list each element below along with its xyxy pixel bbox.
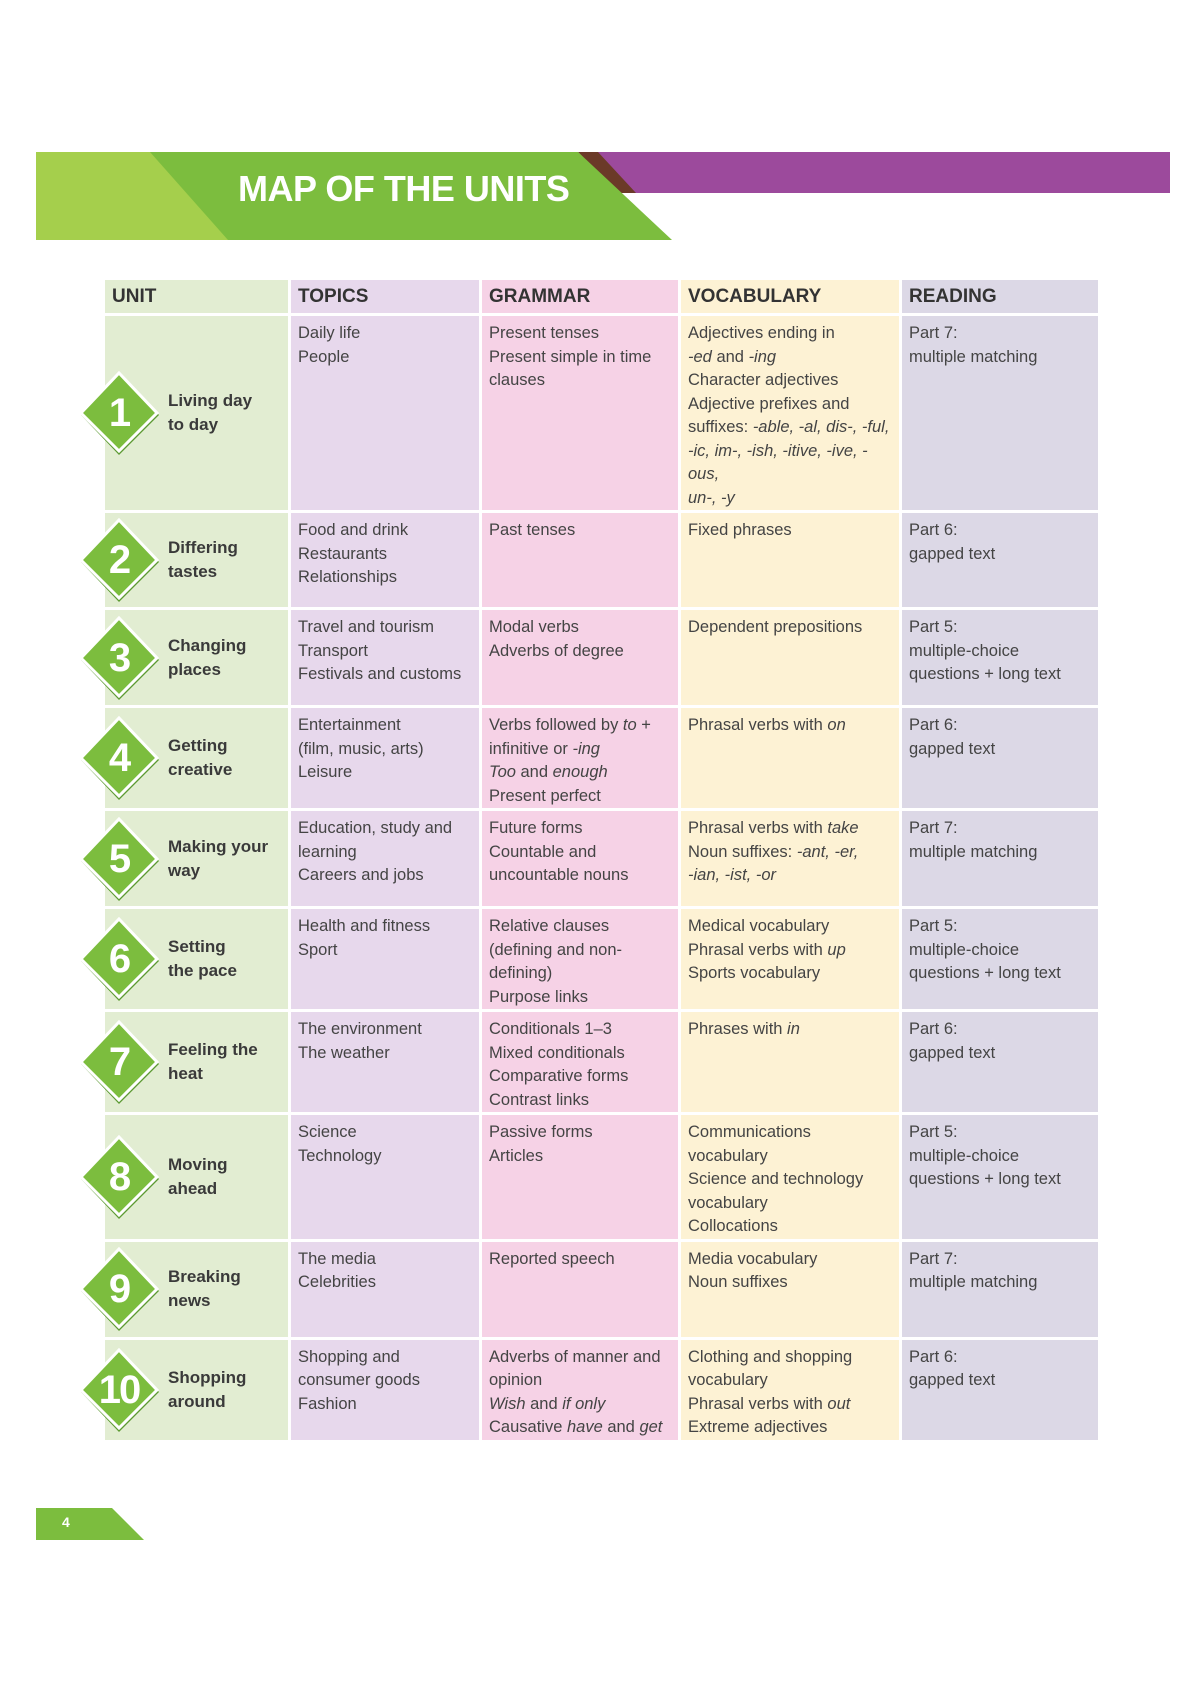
reading-line: Part 7: bbox=[909, 1249, 958, 1268]
unit-badge bbox=[77, 1348, 161, 1432]
header-vocabulary: VOCABULARY bbox=[681, 280, 899, 313]
reading-line: multiple-choice bbox=[909, 641, 1020, 660]
grammar-cell bbox=[482, 909, 678, 1009]
unit-cell bbox=[105, 1242, 288, 1337]
grammar-line: Passive forms bbox=[489, 1123, 593, 1141]
unit-number: 6 bbox=[108, 937, 130, 981]
topics-line: Travel and tourism bbox=[298, 618, 435, 636]
table-header-row bbox=[105, 280, 1098, 313]
vocabulary-line: un-, -y bbox=[688, 488, 735, 507]
vocabulary-cell bbox=[681, 1115, 899, 1239]
unit-badge bbox=[77, 1135, 161, 1219]
unit-name: Breaking news bbox=[168, 1267, 241, 1310]
table-row bbox=[105, 610, 1098, 705]
vocabulary-line: Phrasal verbs with out bbox=[688, 1394, 851, 1413]
topics-line: Fashion bbox=[298, 1394, 357, 1413]
reading-line: questions + long text bbox=[909, 1170, 1061, 1188]
unit-cell bbox=[105, 1115, 288, 1239]
reading-line: Part 5: bbox=[909, 917, 958, 935]
unit-name: Making your way bbox=[168, 836, 269, 880]
unit-badge bbox=[77, 371, 161, 455]
vocabulary-cell bbox=[681, 811, 899, 906]
unit-number: 1 bbox=[108, 391, 130, 435]
table-row bbox=[105, 1012, 1098, 1112]
header-unit: UNIT bbox=[105, 280, 288, 313]
unit-badge bbox=[77, 616, 161, 700]
grammar-line: Future forms bbox=[489, 819, 583, 837]
vocabulary-line: Clothing and shopping bbox=[688, 1347, 853, 1366]
page-number: 4 bbox=[62, 1514, 70, 1530]
topics-line: Careers and jobs bbox=[298, 866, 424, 884]
vocabulary-line: Noun suffixes: -ant, -er, bbox=[688, 842, 859, 861]
vocabulary-line: -ed and -ing bbox=[688, 347, 777, 366]
grammar-line: Causative have and get bbox=[489, 1418, 663, 1436]
vocabulary-cell bbox=[681, 610, 899, 705]
vocabulary-cell bbox=[681, 1242, 899, 1337]
topics-cell bbox=[291, 1115, 479, 1239]
unit-name: Feeling the heat bbox=[168, 1040, 258, 1083]
unit-name: Differing tastes bbox=[168, 538, 238, 581]
topics-cell bbox=[291, 610, 479, 705]
vocabulary-line: Collocations bbox=[688, 1217, 778, 1235]
grammar-line: Relative clauses bbox=[489, 917, 610, 935]
topics-cell bbox=[291, 811, 479, 906]
topics-line: consumer goods bbox=[298, 1371, 420, 1389]
topics-cell bbox=[291, 1242, 479, 1337]
topics-line: Leisure bbox=[298, 763, 353, 781]
unit-badge bbox=[77, 716, 161, 800]
page-number-tab bbox=[36, 1508, 144, 1540]
topics-line: Science bbox=[298, 1123, 357, 1141]
topics-line: Festivals and customs bbox=[298, 665, 462, 683]
unit-number: 3 bbox=[108, 635, 130, 680]
topics-line: Entertainment bbox=[298, 716, 401, 734]
vocabulary-line: vocabulary bbox=[688, 1193, 768, 1212]
reading-line: gapped text bbox=[909, 1043, 996, 1062]
reading-line: Part 7: bbox=[909, 324, 958, 342]
table-row bbox=[105, 1115, 1098, 1239]
grammar-line: Too and enough bbox=[489, 763, 608, 781]
reading-line: gapped text bbox=[909, 544, 996, 563]
grammar-cell bbox=[482, 811, 678, 906]
topics-cell bbox=[291, 708, 479, 808]
unit-cell bbox=[105, 708, 288, 808]
reading-line: Part 6: bbox=[909, 1020, 958, 1038]
vocabulary-line: Character adjectives bbox=[688, 371, 839, 389]
grammar-line: Mixed conditionals bbox=[489, 1043, 625, 1062]
reading-line: multiple matching bbox=[909, 1273, 1038, 1291]
grammar-line: Verbs followed by to + bbox=[489, 716, 651, 734]
unit-number: 2 bbox=[108, 538, 130, 582]
unit-number: 8 bbox=[108, 1154, 130, 1199]
reading-line: Part 7: bbox=[909, 819, 958, 837]
grammar-line: Countable and bbox=[489, 842, 597, 861]
grammar-cell bbox=[482, 610, 678, 705]
vocabulary-cell bbox=[681, 1012, 899, 1112]
topics-line: (film, music, arts) bbox=[298, 739, 424, 758]
topics-cell bbox=[291, 909, 479, 1009]
vocabulary-line: Adjective prefixes and bbox=[688, 394, 850, 413]
vocabulary-line: Phrasal verbs with up bbox=[688, 940, 846, 959]
unit-cell bbox=[105, 909, 288, 1009]
topics-line: The media bbox=[298, 1249, 376, 1268]
unit-badge bbox=[77, 518, 161, 602]
topics-line: Sport bbox=[298, 940, 338, 959]
grammar-line: Comparative forms bbox=[489, 1067, 629, 1085]
unit-number: 5 bbox=[108, 836, 130, 881]
reading-cell bbox=[902, 610, 1098, 705]
unit-number: 9 bbox=[108, 1267, 130, 1311]
reading-cell bbox=[902, 1242, 1098, 1337]
grammar-line: Adverbs of manner and bbox=[489, 1347, 661, 1366]
grammar-line: Purpose links bbox=[489, 987, 589, 1006]
header-topics: TOPICS bbox=[291, 280, 479, 313]
grammar-cell bbox=[482, 1115, 678, 1239]
unit-badge bbox=[77, 817, 161, 901]
page-title: MAP OF THE UNITS bbox=[238, 168, 570, 209]
topics-line: The weather bbox=[298, 1043, 390, 1062]
header-banner bbox=[0, 0, 1190, 260]
reading-line: multiple-choice bbox=[909, 1146, 1020, 1165]
grammar-cell bbox=[482, 513, 678, 607]
table-row bbox=[105, 1340, 1098, 1440]
unit-number: 10 bbox=[98, 1367, 140, 1412]
topics-line: Restaurants bbox=[298, 544, 387, 563]
topics-line: Health and fitness bbox=[298, 917, 431, 935]
vocabulary-line: Phrasal verbs with on bbox=[688, 716, 846, 734]
unit-name: Shopping around bbox=[168, 1367, 247, 1411]
unit-badge bbox=[77, 1020, 161, 1104]
unit-cell bbox=[105, 1012, 288, 1112]
topics-line: Technology bbox=[298, 1146, 382, 1165]
table-row bbox=[105, 316, 1098, 510]
units-map-table bbox=[98, 277, 1101, 1443]
grammar-line: infinitive or -ing bbox=[489, 739, 600, 758]
table-row bbox=[105, 708, 1098, 808]
reading-line: multiple matching bbox=[909, 347, 1038, 366]
vocabulary-cell bbox=[681, 513, 899, 607]
reading-cell bbox=[902, 811, 1098, 906]
reading-line: gapped text bbox=[909, 739, 996, 758]
grammar-line: clauses bbox=[489, 371, 545, 389]
reading-cell bbox=[902, 513, 1098, 607]
header-reading: READING bbox=[902, 280, 1098, 313]
topics-cell bbox=[291, 1012, 479, 1112]
grammar-line: Present simple in time bbox=[489, 347, 652, 366]
unit-name: Moving ahead bbox=[168, 1154, 228, 1198]
grammar-line: Reported speech bbox=[489, 1249, 615, 1268]
grammar-line: Present tenses bbox=[489, 324, 600, 342]
reading-line: Part 6: bbox=[909, 1347, 958, 1366]
vocabulary-line: Extreme adjectives bbox=[688, 1418, 828, 1436]
reading-cell bbox=[902, 1115, 1098, 1239]
grammar-cell bbox=[482, 1012, 678, 1112]
header-grammar: GRAMMAR bbox=[482, 280, 678, 313]
topics-line: learning bbox=[298, 842, 357, 861]
unit-name: Living day to day bbox=[168, 391, 253, 434]
unit-badge bbox=[77, 917, 161, 1001]
vocabulary-cell bbox=[681, 909, 899, 1009]
vocabulary-line: Fixed phrases bbox=[688, 521, 792, 539]
topics-line: Transport bbox=[298, 641, 368, 660]
grammar-line: Modal verbs bbox=[489, 618, 579, 636]
vocabulary-line: Science and technology bbox=[688, 1170, 864, 1188]
reading-line: multiple matching bbox=[909, 842, 1038, 861]
grammar-line: Conditionals 1–3 bbox=[489, 1020, 612, 1038]
topics-line: Education, study and bbox=[298, 819, 453, 837]
table-row bbox=[105, 811, 1098, 906]
unit-cell bbox=[105, 513, 288, 607]
grammar-line: Present perfect bbox=[489, 786, 601, 805]
topics-line: People bbox=[298, 347, 350, 366]
grammar-line: defining) bbox=[489, 964, 553, 982]
vocabulary-line: -ic, im-, -ish, -itive, -ive, -ous, bbox=[688, 441, 868, 483]
grammar-cell bbox=[482, 316, 678, 510]
topics-cell bbox=[291, 316, 479, 510]
reading-line: multiple-choice bbox=[909, 940, 1020, 959]
grammar-line: Wish and if only bbox=[489, 1394, 606, 1413]
grammar-cell bbox=[482, 1242, 678, 1337]
vocabulary-cell bbox=[681, 1340, 899, 1440]
topics-line: Shopping and bbox=[298, 1347, 400, 1366]
grammar-line: uncountable nouns bbox=[489, 866, 629, 884]
unit-cell bbox=[105, 316, 288, 510]
unit-number: 4 bbox=[108, 736, 130, 780]
unit-cell bbox=[98, 1340, 288, 1440]
grammar-cell bbox=[482, 708, 678, 808]
vocabulary-line: Media vocabulary bbox=[688, 1249, 818, 1268]
vocabulary-line: vocabulary bbox=[688, 1146, 768, 1165]
topics-line: Celebrities bbox=[298, 1273, 376, 1291]
vocabulary-line: vocabulary bbox=[688, 1371, 768, 1389]
topics-line: The environment bbox=[298, 1020, 422, 1038]
vocabulary-cell bbox=[681, 316, 899, 510]
unit-cell bbox=[105, 811, 288, 906]
unit-badge bbox=[77, 1247, 161, 1331]
topics-line: Relationships bbox=[298, 568, 398, 586]
reading-line: questions + long text bbox=[909, 964, 1061, 982]
grammar-line: Articles bbox=[489, 1146, 544, 1165]
grammar-line: (defining and non- bbox=[489, 940, 623, 959]
vocabulary-line: Dependent prepositions bbox=[688, 618, 863, 636]
vocabulary-line: Medical vocabulary bbox=[688, 917, 830, 935]
reading-cell bbox=[902, 909, 1098, 1009]
reading-line: Part 5: bbox=[909, 618, 958, 636]
topics-cell bbox=[291, 513, 479, 607]
vocabulary-line: suffixes: -able, -al, dis-, -ful, bbox=[688, 418, 890, 436]
vocabulary-cell bbox=[681, 708, 899, 808]
reading-line: Part 6: bbox=[909, 521, 958, 539]
reading-line: gapped text bbox=[909, 1371, 996, 1389]
reading-line: Part 6: bbox=[909, 716, 958, 734]
banner-purple-stripe bbox=[590, 152, 1170, 193]
table-row bbox=[105, 1242, 1098, 1337]
unit-name: Setting the pace bbox=[168, 937, 237, 980]
table-row bbox=[105, 513, 1098, 607]
reading-cell bbox=[902, 1012, 1098, 1112]
vocabulary-line: -ian, -ist, -or bbox=[688, 866, 777, 884]
grammar-line: Adverbs of degree bbox=[489, 641, 624, 660]
vocabulary-line: Phrasal verbs with take bbox=[688, 819, 859, 837]
grammar-cell bbox=[482, 1340, 678, 1440]
vocabulary-line: Communications bbox=[688, 1123, 811, 1141]
unit-name: Changing places bbox=[168, 635, 247, 679]
vocabulary-line: Noun suffixes bbox=[688, 1273, 788, 1291]
topics-cell bbox=[291, 1340, 479, 1440]
table-row bbox=[105, 909, 1098, 1009]
unit-cell bbox=[105, 610, 288, 705]
vocabulary-line: Sports vocabulary bbox=[688, 964, 821, 982]
grammar-line: Contrast links bbox=[489, 1090, 589, 1109]
vocabulary-line: Phrases with in bbox=[688, 1020, 800, 1038]
grammar-line: opinion bbox=[489, 1371, 543, 1389]
vocabulary-line: Adjectives ending in bbox=[688, 324, 835, 342]
unit-number: 7 bbox=[108, 1040, 130, 1084]
reading-cell bbox=[902, 1340, 1098, 1440]
grammar-line: Past tenses bbox=[489, 521, 576, 539]
reading-cell bbox=[902, 316, 1098, 510]
reading-cell bbox=[902, 708, 1098, 808]
unit-name: Getting creative bbox=[168, 736, 233, 779]
table-body bbox=[98, 316, 1098, 1440]
reading-line: Part 5: bbox=[909, 1123, 958, 1141]
topics-line: Food and drink bbox=[298, 521, 409, 539]
reading-line: questions + long text bbox=[909, 665, 1061, 683]
topics-line: Daily life bbox=[298, 324, 361, 342]
